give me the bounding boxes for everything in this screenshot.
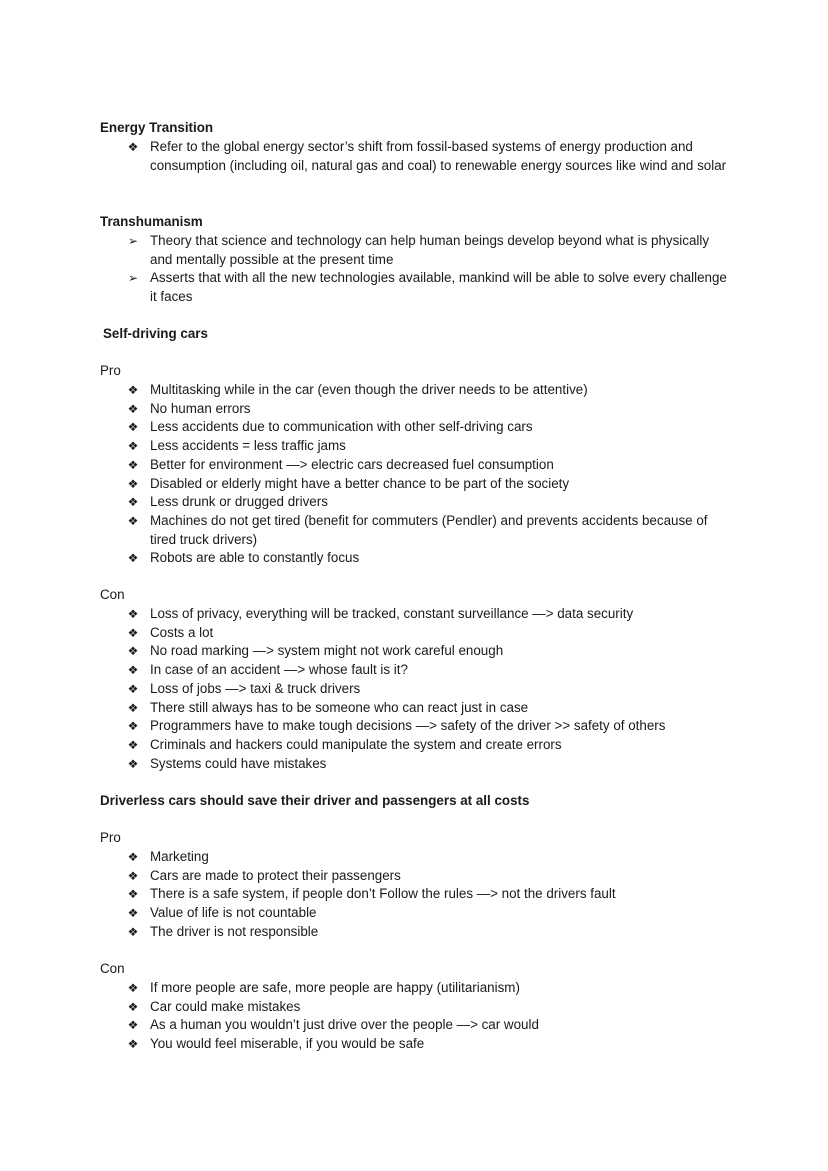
list-item-text: Loss of jobs —> taxi & truck drivers xyxy=(150,680,361,696)
list-item xyxy=(0,549,828,568)
section-title-energy-transition: Energy Transition xyxy=(100,120,214,135)
list-item xyxy=(0,269,828,306)
list-item-text: In case of an accident —> whose fault is it? xyxy=(150,662,408,678)
list-item-text: Costs a lot xyxy=(150,624,214,640)
diamond-bullet-icon: ❖ xyxy=(127,551,139,566)
self-driving-pro-list xyxy=(0,381,828,568)
driverless-pro-list xyxy=(0,848,828,942)
diamond-bullet-icon: ❖ xyxy=(127,476,139,491)
diamond-bullet-icon: ❖ xyxy=(127,663,139,678)
diamond-bullet-icon: ❖ xyxy=(127,140,139,154)
diamond-bullet-icon: ❖ xyxy=(127,850,139,864)
list-item-text: Robots are able to constantly focus xyxy=(150,550,360,566)
diamond-bullet-icon: ❖ xyxy=(127,1018,139,1033)
list-item xyxy=(0,475,828,494)
list-item xyxy=(0,755,828,774)
list-item-text: You would feel miserable, if you would be safe xyxy=(150,1036,425,1052)
list-item xyxy=(0,1016,828,1035)
list-item-text: The driver is not responsible xyxy=(150,923,319,939)
list-item xyxy=(0,512,828,549)
diamond-bullet-icon: ❖ xyxy=(127,887,139,902)
transhumanism-list xyxy=(0,232,828,307)
diamond-bullet-icon: ❖ xyxy=(127,756,139,771)
list-item xyxy=(0,680,828,699)
diamond-bullet-icon: ❖ xyxy=(127,439,139,454)
con-label: Con xyxy=(100,961,125,976)
diamond-bullet-icon: ❖ xyxy=(127,681,139,696)
diamond-bullet-icon: ❖ xyxy=(127,625,139,640)
list-item-text: Car could make mistakes xyxy=(150,998,301,1014)
pro-label: Pro xyxy=(100,830,121,845)
list-item xyxy=(0,998,828,1017)
diamond-bullet-icon: ❖ xyxy=(127,495,139,510)
diamond-bullet-icon: ❖ xyxy=(127,513,139,528)
list-item xyxy=(0,717,828,736)
list-item-text: Less accidents = less traffic jams xyxy=(150,438,346,454)
section-title-transhumanism: Transhumanism xyxy=(100,214,203,229)
diamond-bullet-icon: ❖ xyxy=(127,737,139,752)
list-item xyxy=(0,923,828,942)
diamond-bullet-icon: ❖ xyxy=(127,981,139,995)
list-item xyxy=(0,848,828,867)
diamond-bullet-icon: ❖ xyxy=(127,644,139,659)
section-title-driverless-cars: Driverless cars should save their driver and passengers at all costs xyxy=(100,793,530,808)
list-item-text: Asserts that with all the new technologies available, mankind will be able to solve every challenge it faces xyxy=(150,270,727,305)
diamond-bullet-icon: ❖ xyxy=(127,401,139,416)
diamond-bullet-icon: ❖ xyxy=(127,383,139,397)
diamond-bullet-icon: ❖ xyxy=(127,607,139,621)
list-item xyxy=(0,232,828,269)
list-item xyxy=(0,904,828,923)
diamond-bullet-icon: ❖ xyxy=(127,906,139,921)
list-item-text: Theory that science and technology can help human beings develop beyond what is physically and mentally possible at the present time xyxy=(150,233,710,267)
list-item-text: Marketing xyxy=(150,849,209,864)
arrow-bullet-icon: ➢ xyxy=(127,234,139,248)
list-item xyxy=(0,885,828,904)
list-item-text: Disabled or elderly might have a better chance to be part of the society xyxy=(150,475,570,491)
list-item-text: No human errors xyxy=(150,400,251,416)
list-item xyxy=(0,437,828,456)
con-label: Con xyxy=(100,587,125,602)
diamond-bullet-icon: ❖ xyxy=(127,700,139,715)
list-item-text: Cars are made to protect their passengers xyxy=(150,867,401,883)
driverless-con-list xyxy=(0,979,828,1054)
list-item-text: Loss of privacy, everything will be tracked, constant surveillance —> data security xyxy=(150,606,634,621)
list-item xyxy=(0,699,828,718)
list-item xyxy=(0,1035,828,1054)
list-item xyxy=(0,979,828,998)
list-item xyxy=(0,418,828,437)
list-item xyxy=(0,642,828,661)
list-item xyxy=(0,400,828,419)
arrow-bullet-icon: ➢ xyxy=(127,271,139,286)
diamond-bullet-icon: ❖ xyxy=(127,924,139,939)
list-item-text: Less drunk or drugged drivers xyxy=(150,494,328,510)
list-item-text: If more people are safe, more people are happy (utilitarianism) xyxy=(150,980,520,995)
self-driving-con-list xyxy=(0,605,828,773)
list-item-text: Machines do not get tired (benefit for commuters (Pendler) and prevents accidents because of tired truck drivers) xyxy=(150,512,708,547)
list-item-text: There is a safe system, if people don’t Follow the rules —> not the drivers fault xyxy=(150,886,616,902)
list-item xyxy=(0,456,828,475)
list-item-text: Criminals and hackers could manipulate the system and create errors xyxy=(150,736,562,752)
list-item-text: Better for environment —> electric cars decreased fuel consumption xyxy=(150,456,554,472)
list-item-text: Multitasking while in the car (even though the driver needs to be attentive) xyxy=(150,382,588,397)
diamond-bullet-icon: ❖ xyxy=(127,719,139,734)
list-item-text: Programmers have to make tough decisions —> safety of the driver >> safety of others xyxy=(150,718,666,734)
list-item xyxy=(0,138,828,175)
list-item xyxy=(0,867,828,886)
list-item-text: Refer to the global energy sector’s shift from fossil-based systems of energy production and consumption (including oil, natural gas and coal) to renewable energy sources like wind and solar xyxy=(150,139,727,173)
list-item xyxy=(0,493,828,512)
list-item xyxy=(0,605,828,624)
diamond-bullet-icon: ❖ xyxy=(127,999,139,1014)
diamond-bullet-icon: ❖ xyxy=(127,420,139,435)
list-item xyxy=(0,381,828,400)
list-item-text: Less accidents due to communication with other self-driving cars xyxy=(150,419,533,435)
list-item xyxy=(0,661,828,680)
energy-transition-list xyxy=(0,138,828,175)
list-item xyxy=(0,624,828,643)
list-item-text: No road marking —> system might not work careful enough xyxy=(150,643,504,659)
list-item-text: As a human you wouldn’t just drive over the people —> car would xyxy=(150,1017,539,1033)
list-item xyxy=(0,736,828,755)
pro-label: Pro xyxy=(100,363,121,378)
list-item-text: Value of life is not countable xyxy=(150,905,317,921)
diamond-bullet-icon: ❖ xyxy=(127,868,139,883)
diamond-bullet-icon: ❖ xyxy=(127,1037,139,1052)
section-title-self-driving-cars: Self-driving cars xyxy=(103,326,208,341)
list-item-text: There still always has to be someone who can react just in case xyxy=(150,699,529,715)
diamond-bullet-icon: ❖ xyxy=(127,457,139,472)
list-item-text: Systems could have mistakes xyxy=(150,755,327,771)
